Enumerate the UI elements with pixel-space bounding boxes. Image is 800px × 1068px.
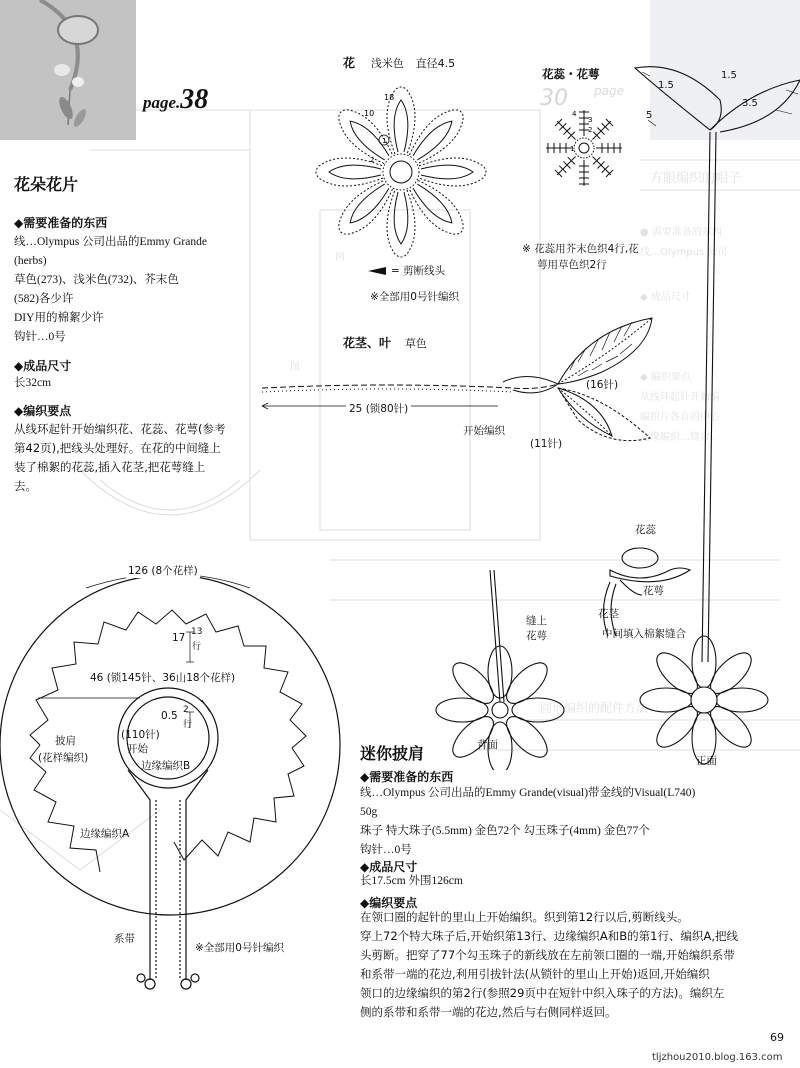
assembly-back-label: 背面 <box>477 739 498 751</box>
page-number-large: 38 <box>180 84 209 115</box>
flower-point-line: 从线环起针开始编织花、花蕊、花萼(参考 <box>14 422 226 436</box>
cut-arrow-icon <box>368 266 390 276</box>
flower-row-label-2: 2 <box>370 156 375 164</box>
flower-row-label-10: 10 <box>364 109 375 118</box>
page-number: 69 <box>770 1031 784 1044</box>
assembly-calyx-label: 花萼 <box>643 585 664 597</box>
page-header <box>143 84 208 116</box>
shawl-start-label: 开始 <box>127 743 148 755</box>
shawl-body-label-2: (花样编织) <box>38 752 89 764</box>
leaf-dim-1: 1.5 <box>658 80 674 91</box>
stamen-row-label-1: 1 <box>570 145 575 153</box>
mini-shawl-point-line: 在领口圈的起针的里山上开始编织。织到第12行以后,剪断线头。 <box>360 910 689 924</box>
mini-shawl-title: 迷你披肩 <box>360 744 425 763</box>
flower-row-label-1: 1 <box>382 137 387 145</box>
stem-start-label: 开始编织 <box>463 425 505 437</box>
mini-shawl-point-line: 穿上72个特大珠子后,开始织第13行、边缘编织A和B的第1行、编织A,把线 <box>360 929 739 943</box>
stamen-note-line-1: ※ 花蕊用芥末色织4行,花 <box>522 243 639 255</box>
shawl-depth-rows: 13 <box>191 627 203 637</box>
flower-points-text <box>14 420 225 496</box>
shawl-tie-label: 系带 <box>114 933 135 945</box>
mini-shawl-points-text <box>360 908 738 1022</box>
shawl-inner-rows: 2 <box>183 705 189 715</box>
flower-hook-note: ※全部用0号针编织 <box>370 291 459 303</box>
svg-text:图: 图 <box>290 362 300 373</box>
shawl-edge-a-label: 边缘编织A <box>80 828 130 840</box>
svg-text:网: 网 <box>335 252 345 263</box>
product-photo <box>0 0 136 140</box>
mini-shawl-points-heading: ◆编织要点 <box>360 896 418 910</box>
svg-text:◆ 编织要点: ◆ 编织要点 <box>640 372 691 383</box>
flower-row-label-18: 18 <box>384 93 395 102</box>
assembly-sew-label-1: 缝上 <box>526 615 547 627</box>
mini-shawl-materials-list <box>360 784 695 860</box>
watermark-url: tljzhou2010.blog.163.com <box>652 1052 783 1063</box>
flower-points-heading: ◆编织要点 <box>14 404 72 418</box>
shawl-depth-total: 17 <box>172 632 186 644</box>
shawl-depth-unit: 行 <box>192 642 202 652</box>
mini-shawl-point-line: 和系带一端的花边,利用引拔针法(从锁针的里山上开始)返回,开始编织 <box>360 967 710 981</box>
svg-text:从线环起针开始编: 从线环起针开始编 <box>640 392 720 403</box>
svg-text:边缘编织…缝合。: 边缘编织…缝合。 <box>640 432 720 443</box>
flower-size-heading: ◆成品尺寸 <box>14 359 72 373</box>
flower-section-title: 花朵花片 <box>14 175 79 194</box>
shawl-body-label-1: 披肩 <box>55 735 76 747</box>
assembly-sew-label-2: 花萼 <box>526 630 547 642</box>
flower-cut-note: = 剪断线头 <box>391 265 446 277</box>
shawl-inner-unit: 行 <box>183 720 193 730</box>
upper-leaf-stitches: (16针) <box>586 379 619 391</box>
mini-shawl-point-line: 侧的系带和系带一端的花边,然后与右侧同样返回。 <box>360 1005 617 1019</box>
mini-shawl-point-line: 头剪断。把穿了77个勾玉珠子的新线放在左前领口圈的一端,开始编织系带 <box>360 948 735 962</box>
flower-material-line: 钩针…0号 <box>14 331 66 343</box>
flower-material-line: 线…Olympus 公司出品的Emmy Grande <box>14 236 207 248</box>
flower-chart-diameter: 直径4.5 <box>415 57 456 70</box>
svg-text:◆ 成品尺寸: ◆ 成品尺寸 <box>640 292 691 303</box>
stamen-row-label-3: 3 <box>588 116 593 124</box>
mini-shawl-material-line: 珠子 特大珠子(5.5mm) 金色72个 勾玉珠子(4mm) 金色77个 <box>360 825 650 837</box>
mini-shawl-point-line: 领口的边缘编织的第2行(参照29页中在短针中织入珠子的方法)。编织左 <box>360 986 725 1000</box>
shawl-middle-label: 46 (锁145针、36山18个花样) <box>90 672 236 684</box>
leaf-dim-2: 1.5 <box>721 70 737 81</box>
flower-materials-list <box>14 233 207 347</box>
mini-shawl-size-value: 长17.5cm 外围126cm <box>360 875 463 887</box>
shawl-edge-b-label: 边缘编织B <box>141 760 191 772</box>
stamen-note-line-2: 萼用草色织2行 <box>537 259 607 271</box>
mini-shawl-size-heading: ◆成品尺寸 <box>360 860 418 874</box>
lower-leaf-stitches: (11针) <box>530 438 563 450</box>
flower-material-line: 草色(273)、浅米色(732)、芥末色 <box>14 274 179 286</box>
shawl-inner-stitches: (110针) <box>121 729 160 741</box>
flower-chart-title: 花 <box>343 56 356 70</box>
flower-point-line: 去。 <box>14 479 37 493</box>
leaf-dim-3: 5 <box>646 110 653 121</box>
shawl-outer-label: 126 (8个花样) <box>128 565 198 577</box>
stamen-chart-title: 花蕊・花萼 <box>542 67 600 81</box>
stamen-row-label-4: 4 <box>572 110 577 118</box>
flower-material-line: DIY用的棉絮少许 <box>14 312 104 324</box>
flower-point-line: 装了棉絮的花蕊,插入花茎,把花萼缝上 <box>14 460 206 474</box>
stem-chart-title: 花茎、叶 <box>343 336 392 350</box>
shawl-hook-note: ※全部用0号针编织 <box>195 942 284 954</box>
svg-text:线…Olympus 公司: 线…Olympus 公司 <box>640 247 728 258</box>
flower-assembly-illustration <box>420 50 800 770</box>
stem-chart-color: 草色 <box>404 337 427 350</box>
mini-shawl-materials-heading: ◆需要准备的东西 <box>360 770 454 784</box>
mini-shawl-material-line: 线…Olympus 公司出品的Emmy Grande(visual)带金线的Visual(L740) <box>360 787 696 799</box>
mini-shawl-material-line: 50g <box>360 806 378 818</box>
shawl-inner-width: 0.5 <box>161 710 178 722</box>
page-word: page. <box>143 93 181 112</box>
svg-text:编织片各自的中心: 编织片各自的中心 <box>640 412 720 423</box>
mini-shawl-material-line: 钩针…0号 <box>360 844 412 856</box>
assembly-front-label: 正面 <box>696 755 717 767</box>
leaf-dim-4: 3.5 <box>742 98 758 109</box>
flower-materials-heading: ◆需要准备的东西 <box>14 216 108 230</box>
assembly-stamen-label: 花蕊 <box>635 524 656 536</box>
svg-text:圆形编织的配件方法: 圆形编织的配件方法 <box>540 701 649 715</box>
flower-size-value: 长32cm <box>14 377 52 389</box>
flower-point-line: 第42页),把线头处理好。在花的中间缝上 <box>14 441 221 455</box>
stem-length-label: 25 (锁80针) <box>346 401 411 416</box>
flower-chart-color: 浅米色 <box>370 57 404 70</box>
assembly-fill-label: 中间填入棉絮缝合 <box>602 628 686 640</box>
assembly-stem-label: 花茎 <box>598 608 619 620</box>
flower-material-line: (582)各少许 <box>14 293 74 305</box>
svg-text:方眼编织的帽子: 方眼编织的帽子 <box>650 171 742 186</box>
shawl-chart <box>0 560 350 1010</box>
svg-text:● 需要准备的东西: ● 需要准备的东西 <box>640 227 722 238</box>
stamen-row-label-2: 2 <box>588 126 593 134</box>
svg-text:30: 30 <box>540 86 568 111</box>
flower-material-line: (herbs) <box>14 255 47 267</box>
svg-text:page: page <box>594 84 624 98</box>
